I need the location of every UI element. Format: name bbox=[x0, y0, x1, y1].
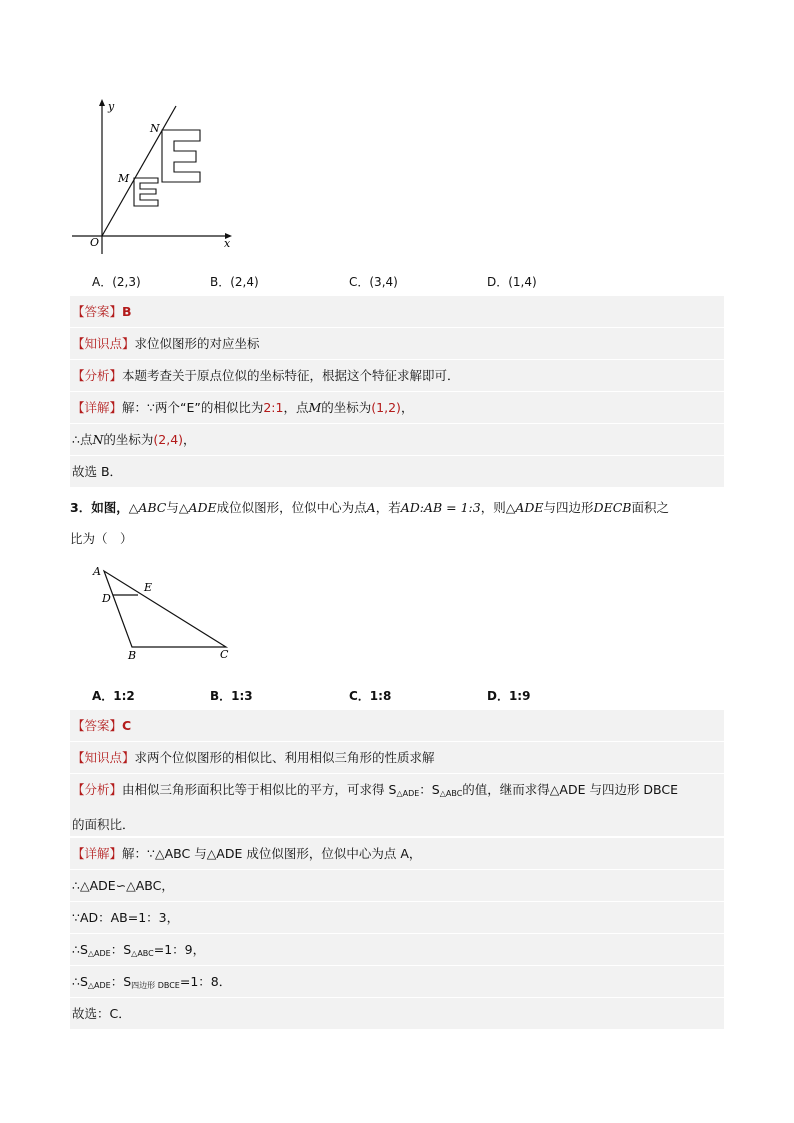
q3-text: △ABC bbox=[128, 500, 167, 515]
q3-detail-text: ：S bbox=[110, 942, 132, 957]
q3-detail-row-6 bbox=[70, 998, 724, 1029]
q3-analysis-text: ：S bbox=[419, 782, 440, 797]
q3-option-c: C．1:8 bbox=[349, 689, 392, 703]
q2-detail-row-1 bbox=[70, 392, 724, 423]
q3-text: AD:AB = 1:3 bbox=[400, 500, 481, 515]
q3-option-b: B．1:3 bbox=[210, 689, 253, 703]
q2-coord-m: (1,2) bbox=[371, 400, 401, 415]
label-e: E bbox=[144, 581, 153, 594]
q3-text: A bbox=[366, 500, 376, 515]
q3-analysis-sub: △ADE bbox=[396, 789, 420, 798]
q3-detail-text: =1：8． bbox=[179, 974, 232, 989]
q3-detail-text: ∵AD：AB=1：3， bbox=[72, 910, 180, 925]
q3-text: △ADE bbox=[505, 500, 544, 515]
q3-knowledge: 求两个位似图形的相似比、利用相似三角形的性质求解 bbox=[134, 750, 435, 765]
q2-point-n: N bbox=[92, 432, 104, 447]
q2-analysis-tag: 【分析】 bbox=[72, 368, 123, 383]
x-axis-label: x bbox=[224, 237, 231, 250]
label-b: B bbox=[128, 649, 137, 662]
point-m-label: M bbox=[118, 172, 130, 185]
q3-text: ，则 bbox=[480, 500, 506, 515]
q3-detail-text: 解：∵△ABC 与△ADE 成位似图形，位似中心为点 A， bbox=[122, 846, 422, 861]
q3-conclusion: 故选：C． bbox=[72, 1006, 131, 1021]
q2-analysis: 本题考查关于原点位似的坐标特征，根据这个特征求解即可． bbox=[122, 368, 460, 383]
q2-detail-text: 的坐标为 bbox=[321, 400, 372, 415]
q2-detail-text: 解：∵两个“E”的相似比为 bbox=[122, 400, 264, 415]
q3-detail-tag: 【详解】 bbox=[72, 846, 123, 861]
q3-analysis-sub: △ABC bbox=[439, 789, 463, 798]
q3-detail-text: ∴S bbox=[72, 942, 88, 957]
q3-detail-row-1 bbox=[70, 838, 724, 869]
q2-point-m: M bbox=[308, 400, 322, 415]
q2-analysis-row bbox=[70, 360, 724, 391]
q2-option-b: B．(2,4) bbox=[210, 275, 259, 289]
triangle-abc bbox=[104, 571, 226, 647]
similar-e-figure bbox=[70, 96, 240, 256]
q2-options bbox=[92, 273, 652, 293]
label-a: A bbox=[93, 565, 101, 578]
q2-detail-text: ∴点 bbox=[72, 432, 93, 447]
q2-knowledge-row bbox=[70, 328, 724, 359]
q3-text: 成位似图形，位似中心为点 bbox=[216, 500, 367, 515]
q3-analysis-text: 由相似三角形面积比等于相似比的平方，可求得 S bbox=[122, 782, 397, 797]
q3-analysis-text: 的面积比． bbox=[72, 817, 135, 832]
q3-analysis-tag: 【分析】 bbox=[72, 782, 123, 797]
q3-knowledge-row bbox=[70, 742, 724, 773]
q2-knowledge-tag: 【知识点】 bbox=[72, 336, 135, 351]
large-e-shape bbox=[162, 130, 200, 182]
q3-detail-sub: △ABC bbox=[131, 949, 154, 958]
q3-answer-tag: 【答案】 bbox=[72, 718, 123, 733]
q3-options bbox=[92, 687, 652, 707]
q3-answer: C bbox=[122, 718, 132, 733]
q3-detail-row-4 bbox=[70, 934, 724, 965]
q2-detail-tag: 【详解】 bbox=[72, 400, 123, 415]
small-e-shape bbox=[134, 178, 158, 206]
q3-option-a: A．1:2 bbox=[92, 689, 135, 703]
point-n-label: N bbox=[150, 122, 160, 135]
q3-analysis-text: 的值，继而求得△ADE 与四边形 DBCE bbox=[462, 782, 679, 797]
y-axis-arrow bbox=[99, 99, 105, 106]
q3-detail-text: ：S bbox=[110, 974, 132, 989]
q3-text: 面积之 bbox=[631, 500, 669, 515]
q2-conclusion: 故选 B． bbox=[72, 464, 123, 479]
q2-answer-row bbox=[70, 296, 724, 327]
q2-option-a: A．(2,3) bbox=[92, 275, 141, 289]
triangle-figure bbox=[88, 563, 236, 663]
q3-text: ，若 bbox=[375, 500, 401, 515]
q3-question bbox=[70, 492, 730, 554]
q2-detail-text: ，点 bbox=[283, 400, 309, 415]
q2-answer-tag: 【答案】 bbox=[72, 304, 123, 319]
q3-detail-sub: △ADE bbox=[87, 949, 111, 958]
label-d: D bbox=[102, 592, 111, 605]
q3-text: 与四边形 bbox=[543, 500, 594, 515]
label-c: C bbox=[220, 648, 229, 661]
q2-answer: B bbox=[122, 304, 132, 319]
q2-knowledge: 求位似图形的对应坐标 bbox=[134, 336, 260, 351]
q3-detail-row-2 bbox=[70, 870, 724, 901]
q2-coord-n: (2,4) bbox=[153, 432, 184, 447]
q3-question-line-1 bbox=[70, 492, 730, 523]
q3-detail-sub: 四边形 DBCE bbox=[131, 981, 180, 990]
origin-label: O bbox=[90, 236, 100, 249]
q3-knowledge-tag: 【知识点】 bbox=[72, 750, 135, 765]
q2-detail-text: 的坐标为 bbox=[103, 432, 154, 447]
line-through-origin bbox=[102, 106, 176, 236]
q3-detail-text: ∴S bbox=[72, 974, 88, 989]
q3-detail-row-3 bbox=[70, 902, 724, 933]
q3-text: △ADE bbox=[178, 500, 217, 515]
q3-text: 与 bbox=[166, 500, 179, 515]
q2-detail-row-3 bbox=[70, 456, 724, 487]
q3-text: DECB bbox=[593, 500, 632, 515]
q3-detail-text: =1：9， bbox=[153, 942, 206, 957]
q3-answer-row bbox=[70, 710, 724, 741]
q2-detail-row-2 bbox=[70, 424, 724, 455]
q3-question-line-2: 比为（ ） bbox=[70, 531, 133, 546]
y-axis-label: y bbox=[108, 100, 115, 113]
q2-detail-text: ， bbox=[400, 400, 414, 415]
q3-analysis-row bbox=[70, 774, 724, 836]
q3-detail-row-5 bbox=[70, 966, 724, 997]
q3-detail-text: ∴△ADE∽△ABC， bbox=[72, 878, 174, 893]
q3-detail-sub: △ADE bbox=[87, 981, 111, 990]
q2-detail-text: ， bbox=[183, 432, 196, 447]
q3-text: 3．如图， bbox=[70, 500, 129, 515]
q2-ratio: 2:1 bbox=[263, 400, 284, 415]
q3-option-d: D．1:9 bbox=[487, 689, 531, 703]
q2-option-d: D．(1,4) bbox=[487, 275, 537, 289]
q2-option-c: C．(3,4) bbox=[349, 275, 398, 289]
